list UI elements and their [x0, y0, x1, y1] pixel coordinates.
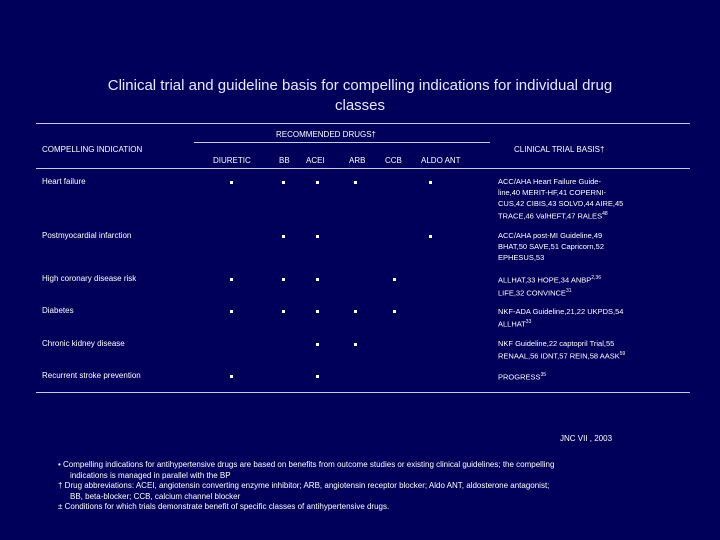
indication-recurrent-stroke-prevention: Recurrent stroke prevention: [42, 371, 141, 380]
recommend-mark-bb: [282, 181, 285, 184]
basis-line: ACC/AHA post-MI Guideline,49: [498, 231, 603, 240]
drug-header-ccb: CCB: [385, 156, 402, 165]
source-citation: JNC VII , 2003: [560, 434, 613, 443]
recommend-mark-acei: [316, 375, 319, 378]
indication-high-coronary-disease-risk: High coronary disease risk: [42, 274, 137, 283]
recommend-mark-acei: [316, 310, 319, 313]
basis-line: RENAAL,56 IDNT,57 REIN,58 AASK$^{59}$: [498, 351, 626, 361]
basis-line: NKF Guideline,22 captopril Trial,55: [498, 339, 615, 348]
compelling-indication-header: COMPELLING INDICATION: [42, 145, 143, 154]
basis-recurrent-stroke-prevention: [498, 370, 688, 383]
footnote-conditions: ± Conditions for which trials demonstrate benefit of specific classes of antihypertensive drugs.: [58, 502, 390, 512]
title-line-2: classes: [334, 97, 386, 114]
clinical-trial-basis-header: CLINICAL TRIAL BASIS†: [514, 145, 605, 154]
recommend-mark-arb: [354, 181, 357, 184]
recommend-mark-aldo-ant: [429, 235, 432, 238]
recommend-mark-bb: [282, 278, 285, 281]
slide-title: [40, 76, 680, 116]
recommend-mark-acei: [316, 181, 319, 184]
basis-line: EPHESUS,53: [498, 253, 545, 262]
basis-diabetes: [498, 306, 688, 330]
indication-postmyocardial-infarction: Postmyocardial infarction: [42, 231, 132, 240]
recommend-mark-ccb: [393, 310, 396, 313]
basis-heart-failure: [498, 176, 688, 222]
footnote-abbreviations: † Drug abbreviations: ACEI, angiotensin converting enzyme inhibitor; ARB, angiotensin receptor blocker; Aldo ANT, aldosterone antagonist; BB, beta-blocker; CCB, calcium channel blocker: [58, 481, 550, 501]
indication-chronic-kidney-disease: Chronic kidney disease: [42, 339, 125, 348]
basis-line: CUS,42 CIBIS,43 SOLVD,44 AIRE,45: [498, 199, 624, 208]
drug-header-acei: ACEI: [306, 156, 325, 165]
footnote-compelling: • Compelling indications for antihypertensive drugs are based on benefits from outcome studies or existing clinical guidelines; the compelling indications is managed in parallel with the BP: [58, 460, 555, 480]
recommend-mark-acei: [316, 278, 319, 281]
recommend-mark-diuretic: [230, 278, 233, 281]
title-line-1: Clinical trial and guideline basis for compelling indications for individual drug: [107, 77, 613, 94]
header-bottom-rule: [36, 168, 690, 169]
basis-line: ACC/AHA Heart Failure Guide-: [498, 177, 601, 186]
drug-header-bb: BB: [279, 156, 290, 165]
basis-line: NKF-ADA Guideline,21,22 UKPDS,54: [498, 307, 624, 316]
basis-line: BHAT,50 SAVE,51 Capricorn,52: [498, 242, 605, 251]
recommend-mark-diuretic: [230, 310, 233, 313]
recommend-mark-arb: [354, 343, 357, 346]
basis-line: LIFE,32 CONVINCE$^{31}$: [498, 287, 572, 297]
top-rule: [36, 123, 690, 124]
table-bottom-rule: [36, 392, 690, 393]
drug-header-diuretic: DIURETIC: [213, 156, 251, 165]
basis-line: ALLHAT$^{33}$: [498, 319, 532, 329]
recommend-mark-diuretic: [230, 375, 233, 378]
basis-line: ALLHAT,33 HOPE,34 ANBP$^{2,36}$: [498, 275, 601, 285]
basis-chronic-kidney-disease: [498, 338, 688, 362]
recommend-mark-ccb: [393, 278, 396, 281]
footnotes: [58, 460, 558, 513]
drugs-header-rule: [194, 142, 490, 143]
recommend-mark-acei: [316, 235, 319, 238]
basis-line: PROGRESS$^{35}$: [498, 372, 547, 382]
recommend-mark-acei: [316, 343, 319, 346]
basis-postmyocardial-infarction: [498, 230, 688, 263]
recommend-mark-aldo-ant: [429, 181, 432, 184]
drug-header-arb: ARB: [349, 156, 366, 165]
recommend-mark-diuretic: [230, 181, 233, 184]
basis-line: line,40 MERIT-HF,41 COPERNI-: [498, 188, 606, 197]
recommended-drugs-header: RECOMMENDED DRUGS†: [276, 130, 377, 139]
basis-line: TRACE,46 ValHEFT,47 RALES$^{48}$: [498, 211, 608, 221]
basis-high-coronary-disease-risk: [498, 273, 688, 298]
recommend-mark-bb: [282, 235, 285, 238]
recommend-mark-arb: [354, 310, 357, 313]
recommend-mark-bb: [282, 310, 285, 313]
indication-heart-failure: Heart failure: [42, 177, 86, 186]
drug-header-aldo-ant: ALDO ANT: [421, 156, 461, 165]
indication-diabetes: Diabetes: [42, 306, 74, 315]
